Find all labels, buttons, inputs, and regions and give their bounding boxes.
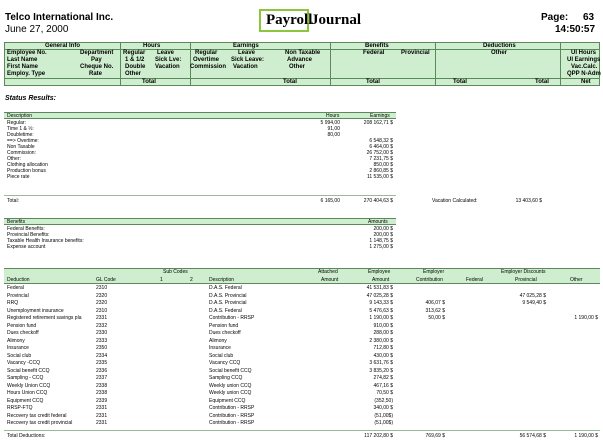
deduction-row-name: Registered retirement savings pla — [7, 315, 82, 321]
earnings-row-description: Non Taxable — [7, 144, 35, 150]
earn-col-description: Description — [7, 113, 33, 119]
ded-col-federal: Federal — [466, 277, 483, 283]
hdr-hours-regular: Regular — [123, 50, 146, 56]
deduction-row-employer-contribution: 50,00 $ — [428, 315, 445, 321]
hdr-employ-type: Employ. Type — [7, 71, 46, 77]
deduction-row-employee-amount: 910,00 $ — [373, 322, 393, 329]
company-name: Telco International Inc. — [5, 12, 114, 23]
deduction-row-gl-code: 2333 — [96, 337, 108, 344]
deduction-row-employee-amount: 70,50 $ — [376, 390, 393, 396]
earnings-row-amount: 6 464,00 $ — [369, 144, 393, 150]
earnings-row-description: Other: — [7, 156, 21, 162]
deduction-row-name: Weekly Union CCQ — [7, 382, 51, 389]
deduction-row-name: Unemployment insurance — [7, 307, 64, 314]
ded-col-other: Other — [570, 277, 583, 283]
deduction-row-description: Contribution - RRSP — [209, 420, 255, 426]
earnings-row-description: Production bonus — [7, 168, 46, 174]
group-earnings: Earnings — [233, 43, 259, 49]
hdr-earn-vacation: Vacation — [233, 64, 258, 70]
ded-col-provincial: Provincial — [515, 277, 537, 283]
deduction-row-other: 1 190,00 $ — [574, 315, 598, 321]
deduction-row-gl-code: 2334 — [96, 352, 108, 359]
deductions-total-employee: 117 202,80 $ — [364, 433, 393, 439]
earnings-total-amount: 270 404,63 $ — [363, 198, 393, 204]
earnings-row-hours: 5 994,00 — [320, 120, 340, 126]
deduction-row-name: Equipment CCQ — [7, 397, 44, 404]
deduction-row-description: Alimony — [209, 337, 227, 344]
deduction-row-employee-amount: 288,00 $ — [373, 330, 393, 336]
hdr-first-name: First Name — [7, 64, 39, 70]
hdr-hours-1-1-2: 1 & 1/2 — [125, 57, 145, 63]
ded-col-gl-code: GL Code — [96, 277, 116, 283]
deduction-row-description: Insurance — [209, 345, 231, 351]
deduction-row-description: Social club — [209, 352, 234, 359]
deductions-total-employer: 769,69 $ — [425, 433, 445, 439]
earnings-row-amount: 7 231,75 $ — [369, 156, 393, 162]
deduction-row-description: Dues checkoff — [209, 330, 241, 336]
deduction-row-gl-code: 2310 — [96, 285, 108, 291]
ded-col-employee-amount: Amount — [372, 277, 390, 283]
deduction-row-description: D.A.S. Federal — [209, 307, 242, 314]
benefits-row-amount: 1 275,00 $ — [369, 244, 393, 250]
hdr-pay: Pay — [91, 57, 102, 63]
deduction-row-employee-amount: 2 380,00 $ — [369, 337, 393, 344]
earnings-row-amount: 11 535,00 $ — [366, 174, 393, 180]
hdr-earn-advance: Advance — [287, 57, 313, 63]
group-general-info: General Info — [45, 43, 81, 49]
report-title-rest: Journal — [311, 12, 362, 28]
deductions-total-provincial: 56 574,68 $ — [519, 433, 546, 439]
deduction-row-name: Social club — [7, 352, 32, 359]
benefits-row-label: Expense account — [7, 244, 46, 250]
deduction-row-gl-code: 2337 — [96, 375, 108, 381]
deduction-row-name: RRQ — [7, 300, 19, 306]
deduction-row-employee-amount: 467,16 $ — [373, 382, 393, 389]
deduction-row-gl-code: 2339 — [96, 397, 108, 404]
group-deductions: Deductions — [483, 43, 516, 49]
deduction-row-gl-code: 2335 — [96, 360, 108, 366]
earnings-row-description: Commission: — [7, 150, 36, 156]
deduction-row-description: D.A.S. Provincial — [209, 292, 247, 299]
deduction-row-gl-code: 2330 — [96, 330, 108, 336]
deduction-row-gl-code: 2331 — [96, 405, 108, 411]
deduction-row-name: Federal — [7, 285, 24, 291]
hdr-ben-provincial: Provincial — [401, 50, 430, 56]
deduction-row-name: Social benefit CCQ — [7, 367, 50, 374]
deduction-row-description: Weekly union CCQ — [209, 382, 252, 389]
deduction-row-description: D.A.S. Federal — [209, 285, 242, 291]
benefits-header-band — [4, 218, 396, 225]
deduction-row-gl-code: 2320 — [96, 292, 108, 299]
earn-col-hours: Hours — [326, 113, 340, 119]
deduction-row-employee-amount: 712,80 $ — [373, 345, 393, 351]
deduction-row-gl-code: 2331 — [96, 420, 108, 426]
deduction-row-name: Vacancy -CCQ — [7, 360, 40, 366]
benefits-row-amount: 1 148,75 $ — [369, 238, 393, 244]
deduction-row-employee-amount: 5 476,63 $ — [369, 307, 393, 314]
ded-col-attached-amount: Amount — [321, 277, 339, 283]
earnings-row-amount: 26 752,00 $ — [366, 150, 393, 156]
deduction-row-gl-code: 2336 — [96, 367, 108, 374]
hdr-hours-leave: Leave — [157, 50, 175, 56]
earn-col-earnings: Earnings — [370, 113, 390, 119]
hdr-qpp-n-adm: QPP N-Adm — [567, 71, 601, 77]
deduction-row-description: Pension fund — [209, 322, 239, 329]
earnings-row-amount: 850,00 $ — [373, 162, 393, 168]
hdr-rate: Rate — [89, 71, 103, 77]
report-date: June 27, 2000 — [5, 24, 69, 35]
hdr-earn-total: Total — [283, 79, 297, 85]
hdr-hours-sick: Sick Lve: — [155, 57, 182, 63]
deduction-row-name: Recovery tax credit federal — [7, 412, 67, 419]
benefits-row-amount: 200,00 $ — [373, 226, 393, 232]
page-label: Page: — [541, 12, 569, 23]
ded-col-sub-codes: Sub Codes — [163, 269, 188, 275]
ded-col-description: Description — [209, 277, 235, 283]
group-hours: Hours — [143, 43, 161, 49]
deduction-row-description: Contribution - RRSP — [209, 412, 255, 419]
deduction-row-description: D.A.S. Provincial — [209, 300, 247, 306]
deduction-row-employee-amount: 47 025,28 $ — [366, 292, 393, 299]
deduction-row-gl-code: 2331 — [96, 315, 108, 321]
benefits-row-label: Federal Benefits: — [7, 226, 45, 232]
hdr-ben-federal: Federal — [363, 50, 385, 56]
ded-col-deduction: Deduction — [7, 277, 30, 283]
deduction-row-employee-amount: 274,82 $ — [373, 375, 393, 381]
earnings-row-amount: 6 548,32 $ — [369, 138, 393, 144]
deductions-total-rule — [4, 430, 600, 431]
hdr-earn-sick: Sick Leave: — [231, 57, 265, 63]
deduction-row-name: Pension fund — [7, 322, 37, 329]
deduction-row-name: Sampling - CCQ — [7, 375, 44, 381]
hdr-hours-other: Other — [125, 71, 142, 77]
earnings-total-label: Total: — [7, 198, 19, 204]
deduction-row-employee-amount: 430,00 $ — [373, 352, 393, 359]
hdr-hours-vacation: Vacation — [155, 64, 180, 70]
hdr-ben-total: Total — [366, 79, 380, 85]
hdr-earn-other: Other — [289, 64, 306, 70]
report-time: 14:50:57 — [555, 24, 596, 35]
ded-col-employee: Employee — [368, 269, 391, 275]
ded-col-attached: Attached — [318, 269, 338, 275]
benefits-row-amount: 200,00 $ — [373, 232, 393, 238]
hdr-employee-no: Employee No. — [7, 50, 47, 56]
hdr-totals-total: Total — [453, 79, 467, 85]
deductions-total-label: Total Deductions: — [7, 433, 46, 439]
deduction-row-employee-amount: 1 190,00 $ — [369, 315, 393, 321]
deduction-row-employee-amount: 41 531,83 $ — [366, 285, 393, 291]
page-number: 63 — [583, 12, 595, 23]
hdr-ui-hours: UI Hours — [571, 50, 597, 56]
deduction-row-description: Weekly union CCQ — [209, 390, 252, 396]
earnings-row-description: ==> Overtime: — [7, 138, 39, 144]
hdr-hours-total: Total — [142, 79, 156, 85]
deduction-row-gl-code: 2332 — [96, 322, 108, 329]
hdr-ui-earnings: UI Earnings — [567, 57, 601, 63]
deduction-row-employee-amount: 340,00 $ — [373, 405, 393, 411]
hdr-earn-regular: Regular — [195, 50, 218, 56]
report-title-boxed: Payroll — [266, 12, 313, 28]
group-benefits: Benefits — [365, 43, 389, 49]
ded-col-contribution: Contribution — [416, 277, 443, 283]
benefits-row-label: Taxable Health Insurance benefits: — [7, 238, 84, 244]
deduction-row-name: Insurance — [7, 345, 29, 351]
header-divider — [5, 78, 599, 79]
earnings-row-amount: 2 860,85 $ — [369, 168, 393, 174]
earnings-row-amount: 208 162,71 $ — [363, 120, 393, 126]
column-header — [4, 42, 600, 86]
hdr-earn-leave: Leave — [238, 50, 256, 56]
hdr-hours-double: Double — [125, 64, 146, 70]
deduction-row-name: Provincial — [7, 292, 29, 299]
deduction-row-employee-amount: (352,50) — [374, 397, 393, 404]
deduction-row-name: Dues checkoff — [7, 330, 39, 336]
earnings-row-description: Time 1 & ½: — [7, 126, 34, 132]
hdr-earn-commission: Commission — [190, 64, 227, 70]
ben-col-benefits: Benefits — [7, 219, 26, 225]
earnings-row-description: Clothing allocation — [7, 162, 48, 168]
hdr-earn-overtime: Overtime — [193, 57, 220, 63]
hdr-vac-calc: Vac.Calc. — [571, 64, 598, 70]
deduction-row-name: RRSP-FTQ — [7, 405, 33, 411]
hdr-department: Department — [80, 50, 114, 56]
deduction-row-description: Vacancy CCQ — [209, 360, 241, 366]
deduction-row-name: Alimony — [7, 337, 25, 344]
deduction-row-gl-code: 2338 — [96, 390, 108, 396]
earnings-row-hours: 91,00 — [327, 126, 340, 132]
ded-col-employer-discounts: Employer Discounts — [501, 269, 546, 275]
ded-col-employer: Employer — [423, 269, 445, 275]
ded-col-sub2: 2 — [190, 277, 193, 283]
deduction-row-employee-amount: 3 835,20 $ — [369, 367, 393, 374]
ben-col-amounts: Amounts — [368, 219, 388, 225]
hdr-cheque-no: Cheque No. — [80, 64, 114, 70]
hdr-net: Net — [581, 79, 591, 85]
deduction-row-description: Contribution - RRSP — [209, 405, 255, 411]
deduction-row-provincial: 47 025,28 $ — [519, 292, 546, 299]
deduction-row-gl-code: 2310 — [96, 307, 108, 314]
hdr-ded-total: Total — [535, 79, 549, 85]
earnings-total-rule — [4, 195, 396, 196]
deduction-row-employer-contribution: 406,07 $ — [425, 300, 445, 306]
earnings-row-description: Piece rate — [7, 174, 30, 180]
deduction-row-description: Social benefit CCQ — [209, 367, 252, 374]
ded-col-sub1: 1 — [160, 277, 163, 283]
deduction-row-description: Contribution - RRSP — [209, 315, 255, 321]
deduction-row-name: Hours Union CCQ — [7, 390, 48, 396]
hdr-ded-other: Other — [491, 50, 508, 56]
deductions-total-other: 1 190,00 $ — [574, 433, 598, 439]
deduction-row-gl-code: 2331 — [96, 412, 108, 419]
deduction-row-gl-code: 2320 — [96, 300, 108, 306]
vacation-calculated-value: 13 403,60 $ — [515, 198, 542, 204]
status-results-label: Status Results: — [5, 95, 56, 102]
earnings-row-hours: 80,00 — [327, 132, 340, 138]
deduction-row-gl-code: 2338 — [96, 382, 108, 389]
vacation-calculated-label: Vacation Calculated: — [432, 198, 478, 204]
hdr-earn-non-taxable: Non Taxable — [285, 50, 321, 56]
earnings-row-description: Doubletime: — [7, 132, 34, 138]
benefits-row-label: Provincial Benefits: — [7, 232, 50, 238]
deduction-row-provincial: 9 549,40 $ — [522, 300, 546, 306]
earnings-total-hours: 6 165,00 — [320, 198, 340, 204]
deduction-row-employee-amount: 9 143,33 $ — [369, 300, 393, 306]
hdr-last-name: Last Name — [7, 57, 38, 63]
deduction-row-name: Recovery tax credit provincial — [7, 420, 73, 426]
deduction-row-employer-contribution: 313,62 $ — [425, 307, 445, 314]
deduction-row-employee-amount: (51,00$) — [374, 412, 393, 419]
deduction-row-employee-amount: 3 631,76 $ — [369, 360, 393, 366]
earnings-row-description: Regular: — [7, 120, 26, 126]
deduction-row-gl-code: 2350 — [96, 345, 108, 351]
deduction-row-description: Sampling CCQ — [209, 375, 243, 381]
deduction-row-employee-amount: (51,00$) — [374, 420, 393, 426]
deduction-row-description: Equipment CCQ — [209, 397, 246, 404]
